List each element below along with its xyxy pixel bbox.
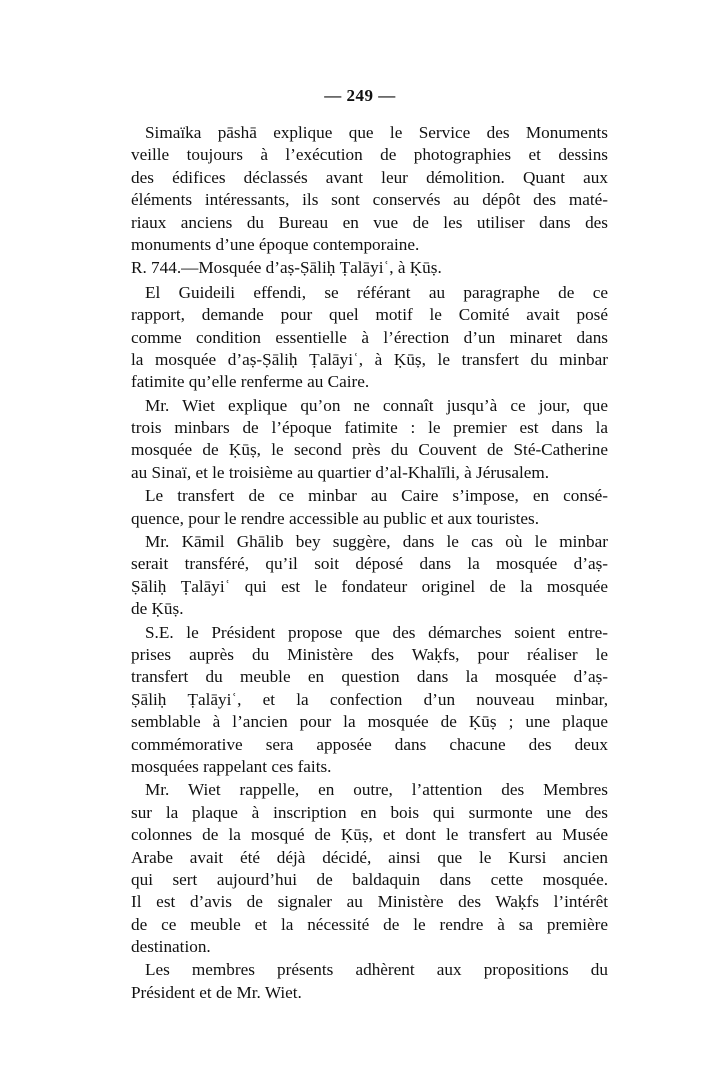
text-line: qui sert aujourd’hui de baldaquin dans cette mosquée. [131,869,608,889]
text-line: commémorative sera apposée dans chacune des deux [131,734,608,754]
text-line: Arabe avait été déjà décidé, ainsi que le Kursi ancien [131,847,608,867]
text-line: quence, pour le rendre accessible au public et aux touristes. [131,508,540,528]
text-line: prises auprès du Ministère des Waḳfs, pour réaliser le [131,644,608,664]
text-line: R. 744.—Mosquée d’aṣ-Ṣāliḥ Ṭalāyiʿ, à Ḳūṣ. [131,258,442,278]
paragraph [131,959,608,1004]
text-line: El Guideili effendi, se référant au paragraphe de ce [145,282,608,302]
text-line: Mr. Wiet explique qu’on ne connaît jusqu’à ce jour, que [145,395,608,415]
text-line: des édifices déclassés avant leur démolition. Quant aux [131,167,608,187]
text-line: de Ḳūṣ. [131,599,184,619]
text-line: au Sinaï, et le troisième au quartier d’al-Khalīli, à Jérusalem. [131,462,550,482]
text-line: comme condition essentielle à l’érection d’un minaret dans [131,327,608,347]
paragraph [131,485,608,530]
text-line: Le transfert de ce minbar au Caire s’impose, en consé- [145,486,608,506]
page-body [131,122,608,1005]
text-line: destination. [131,937,211,957]
text-line: rapport, demande pour quel motif le Comité avait posé [131,305,608,325]
text-line: veille toujours à l’exécution de photographies et dessins [131,145,608,165]
paragraph [131,622,608,779]
paragraph [131,282,608,394]
text-line: Ṣāliḥ Ṭalāyiʿ qui est le fondateur originel de la mosquée [131,576,608,596]
text-line: Les membres présents adhèrent aux propositions du [145,960,608,980]
text-line: de ce meuble et la nécessité de le rendre à sa première [131,914,608,934]
text-line: Ṣāliḥ Ṭalāyiʿ, et la confection d’un nouveau minbar, [131,689,608,709]
text-line: trois minbars de l’époque fatimite : le premier est dans la [131,418,608,438]
text-line: monuments d’une époque contemporaine. [131,234,420,254]
text-line: Mr. Kāmil Ghālib bey suggère, dans le cas où le minbar [145,532,608,552]
text-line: mosquées rappelant ces faits. [131,756,332,776]
page-number: — 249 — [324,86,396,105]
text-line: éléments intéressants, ils sont conservés au dépôt des maté- [131,190,608,210]
text-line: transfert du meuble en question dans la mosquée d’aṣ- [131,667,608,687]
text-line: fatimite qu’elle renferme au Caire. [131,372,370,392]
paragraph [131,779,608,958]
text-line: Président et de Mr. Wiet. [131,982,302,1002]
text-line: colonnes de la mosqué de Ḳūṣ, et dont le transfert au Musée [131,825,608,845]
text-line: Mr. Wiet rappelle, en outre, l’attention des Membres [145,780,608,800]
text-line: mosquée de Ḳūṣ, le second près du Couvent de Sté-Catherine [131,440,608,460]
text-line: S.E. le Président propose que des démarches soient entre- [145,622,608,642]
paragraph [131,531,608,621]
paragraph [131,395,608,485]
paragraph [131,122,608,256]
text-line: riaux anciens du Bureau en vue de les utiliser dans des [131,212,608,232]
text-line: serait transféré, qu’il soit déposé dans la mosquée d’aṣ- [131,554,608,574]
section-heading [131,257,608,279]
text-line: Simaïka pāshā explique que le Service des Monuments [145,123,608,142]
text-line: Il est d’avis de signaler au Ministère des Waḳfs l’intérêt [131,892,608,912]
text-line: semblable à l’ancien pour la mosquée de Ḳūṣ ; une plaque [131,712,608,732]
text-line: sur la plaque à inscription en bois qui surmonte une des [131,802,608,822]
text-line: la mosquée d’aṣ-Ṣāliḥ Ṭalāyiʿ, à Ḳūṣ, le transfert du minbar [131,349,608,369]
